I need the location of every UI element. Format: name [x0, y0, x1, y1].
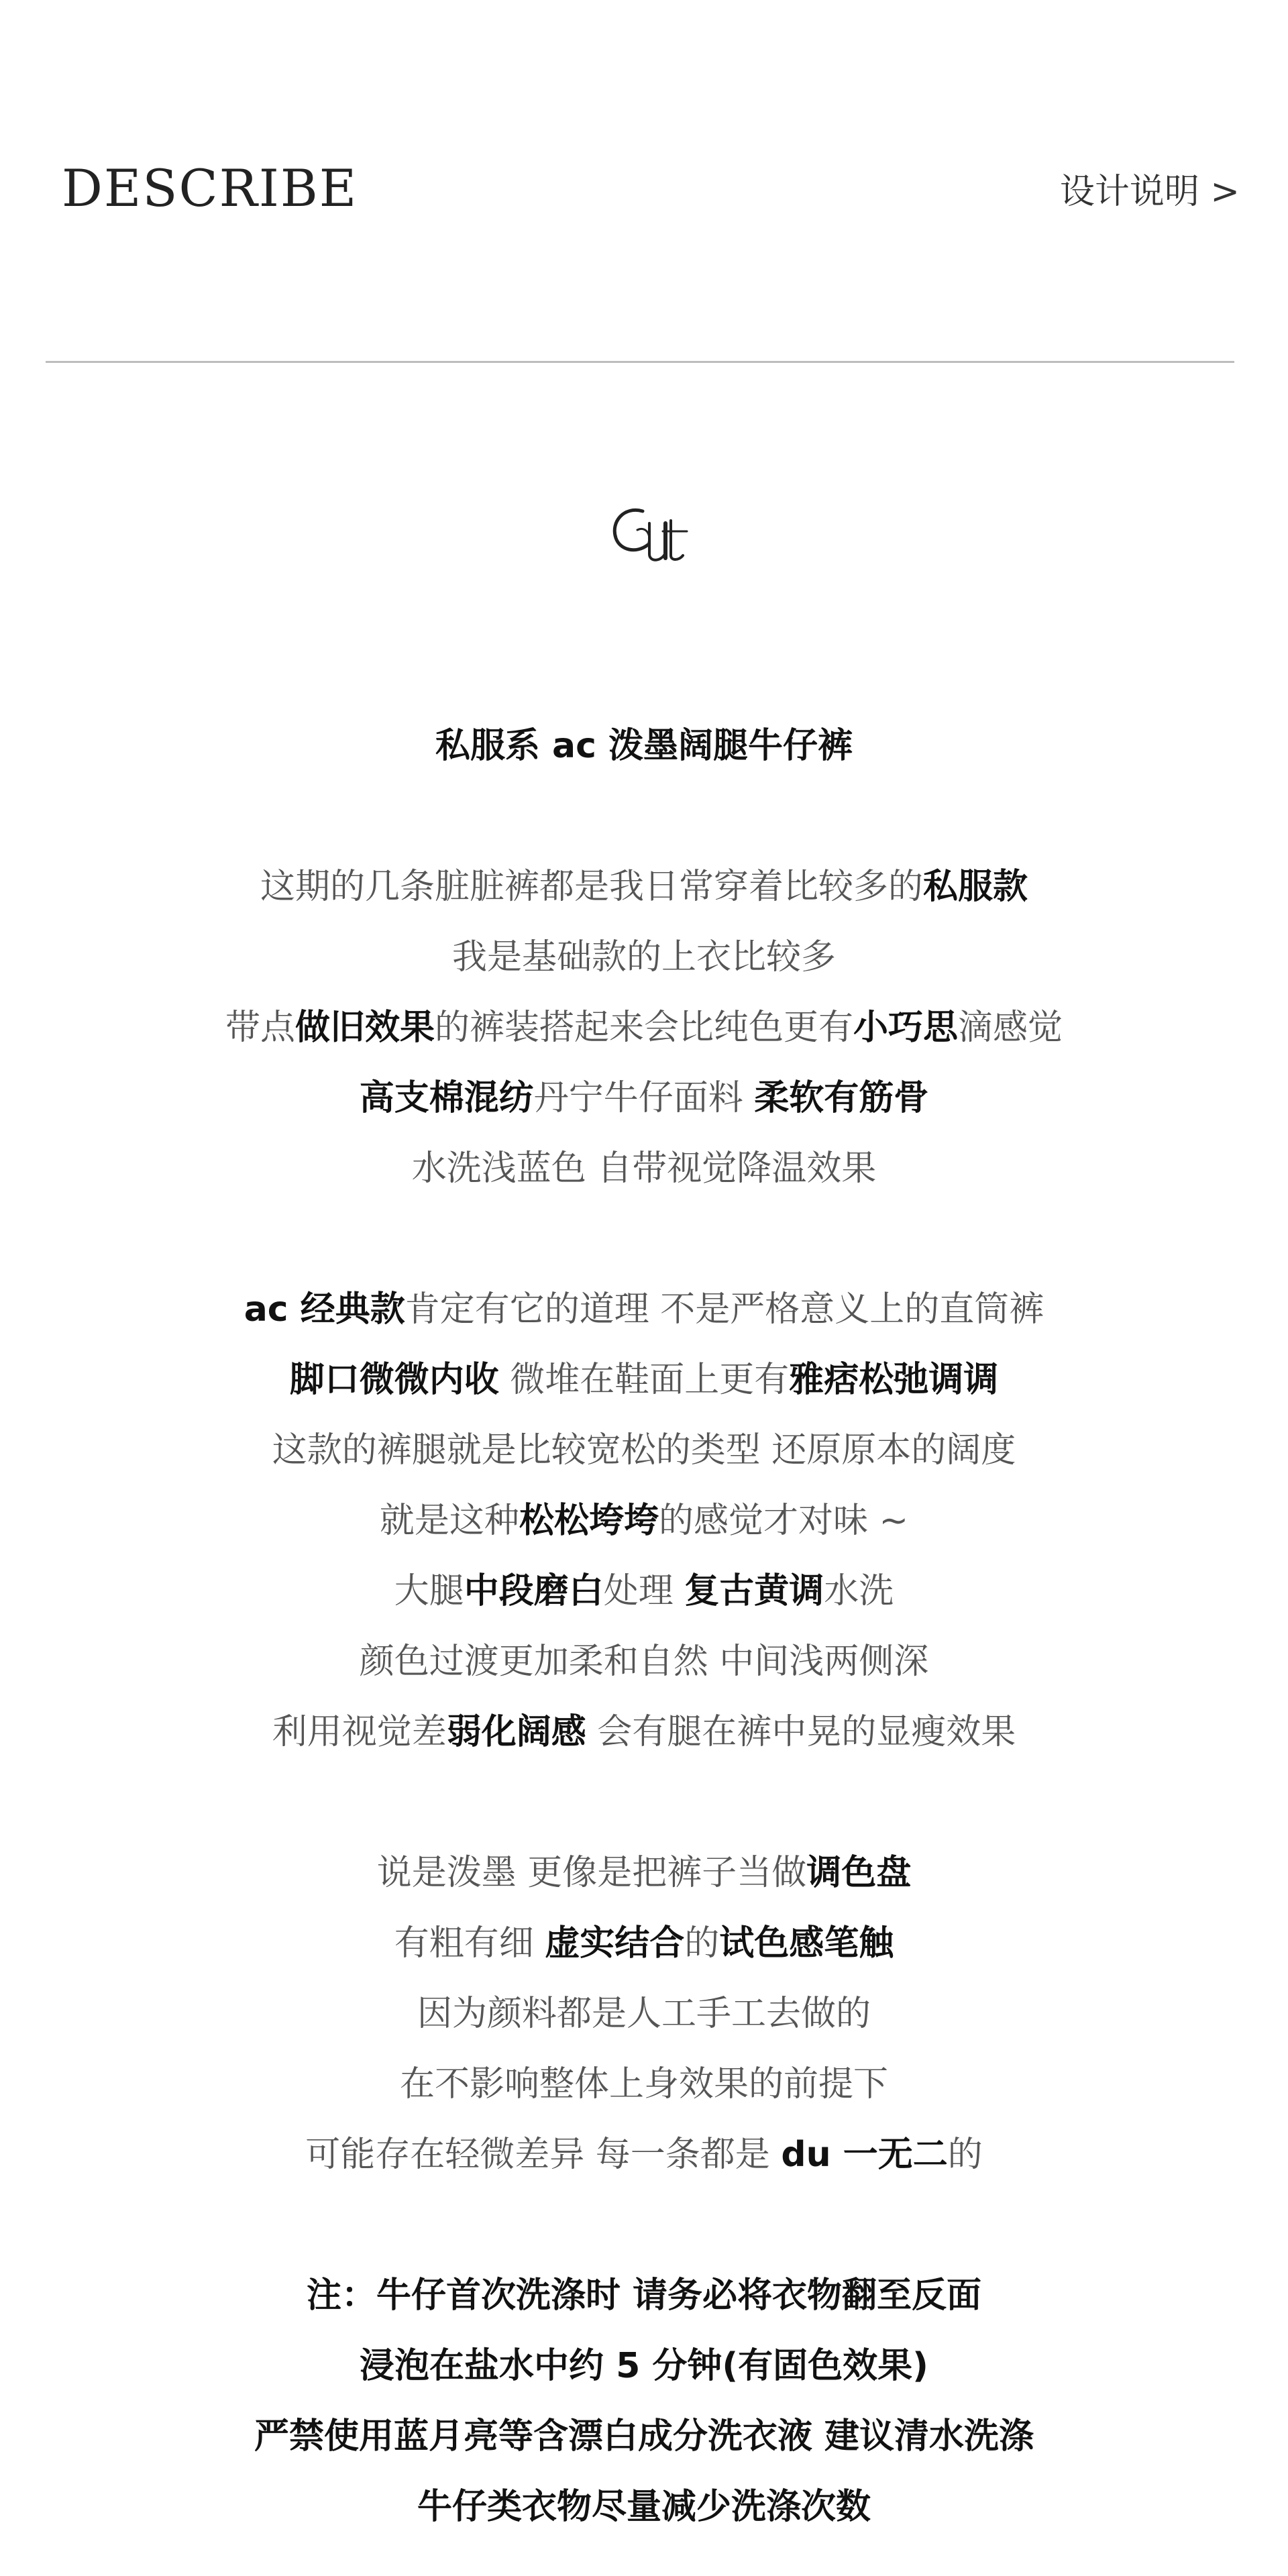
brand-logo-icon: [604, 496, 698, 570]
care-note-line: 严禁使用蓝月亮等含漂白成分洗衣液 建议清水洗涤: [254, 2416, 1034, 2457]
description-line: [0, 1627, 1288, 1697]
description-line: [0, 852, 1288, 922]
highlight-text: 中段磨白: [464, 1571, 604, 1611]
description-line: [0, 1556, 1288, 1627]
description-line: [0, 1697, 1288, 1768]
body-text: 肯定有它的道理 不是严格意义上的直筒裤: [405, 1289, 1044, 1330]
highlight-text: 弱化阔感: [446, 1712, 586, 1752]
spacer: [0, 1204, 1288, 1275]
body-text: 大腿: [394, 1571, 464, 1611]
description-line: [0, 1345, 1288, 1415]
highlight-text: 调色盘: [806, 1853, 912, 1893]
body-text: 有粗有细: [394, 1923, 545, 1964]
description-line: [0, 1063, 1288, 1134]
description-line: [0, 1838, 1288, 1909]
care-note-line: 牛仔类衣物尽量减少洗涤次数: [417, 2487, 871, 2527]
body-text: 的感觉才对味 ~: [658, 1501, 909, 1541]
body-text: 利用视觉差: [272, 1712, 447, 1752]
description-line: [0, 2120, 1288, 2190]
care-note-line: 注：牛仔首次洗涤时 请务必将衣物翻至反面: [306, 2275, 982, 2316]
body-text: 说是泼墨 更像是把裤子当做: [376, 1853, 807, 1893]
body-text: 就是这种: [379, 1501, 519, 1541]
body-text: 因为颜料都是人工手工去做的: [417, 1994, 871, 2034]
product-description: [0, 711, 1288, 2542]
description-line: [0, 993, 1288, 1063]
body-text: 这期的几条脏脏裤都是我日常穿着比较多的: [260, 867, 923, 907]
description-line: [0, 922, 1288, 993]
highlight-text: 复古黄调: [684, 1571, 824, 1611]
body-text: 水洗: [824, 1571, 894, 1611]
highlight-text: 柔软有筋骨: [754, 1078, 929, 1118]
body-text: 的裤装搭起来会比纯色更有: [434, 1008, 853, 1048]
highlight-text: 脚口微微内收: [289, 1360, 499, 1400]
body-text: 这款的裤腿就是比较宽松的类型 还原原本的阔度: [272, 1430, 1016, 1470]
page-header: [0, 0, 1288, 362]
body-text: 颜色过渡更加柔和自然 中间浅两侧深: [359, 1642, 929, 1682]
body-text: 的: [684, 1923, 720, 1964]
highlight-text: 虚实结合: [545, 1923, 685, 1964]
section-title: DESCRIBE: [62, 158, 358, 218]
body-text: 的: [947, 2135, 983, 2175]
highlight-text: 雅痞松弛调调: [789, 1360, 999, 1400]
divider: [46, 361, 1234, 363]
body-text: 处理: [603, 1571, 685, 1611]
description-line: [0, 1979, 1288, 2049]
highlight-text: du 一无二: [781, 2135, 948, 2175]
description-paragraphs: [0, 852, 1288, 2261]
care-note: [0, 2261, 1288, 2542]
description-line: [0, 1134, 1288, 1204]
body-text: 可能存在轻微差异 每一条都是: [305, 2135, 782, 2175]
highlight-text: 松松垮垮: [519, 1501, 659, 1541]
description-line: [0, 1486, 1288, 1556]
body-text: 微堆在鞋面上更有: [498, 1360, 790, 1400]
body-text: 会有腿在裤中晃的显瘦效果: [586, 1712, 1016, 1752]
body-text: 带点: [225, 1008, 295, 1048]
body-text: 在不影响整体上身效果的前提下: [399, 2064, 888, 2104]
care-note-line: 浸泡在盐水中约 5 分钟(有固色效果): [360, 2346, 928, 2386]
spacer: [0, 2190, 1288, 2261]
description-line: [0, 1909, 1288, 1979]
highlight-text: ac 经典款: [244, 1289, 405, 1330]
highlight-text: 私服款: [923, 867, 1028, 907]
body-text: 水洗浅蓝色 自带视觉降温效果: [411, 1148, 877, 1189]
highlight-text: 做旧效果: [294, 1008, 435, 1048]
body-text: 滴感觉: [958, 1008, 1063, 1048]
description-line: [0, 2049, 1288, 2120]
body-text: 丹宁牛仔面料: [533, 1078, 755, 1118]
highlight-text: 高支棉混纺: [359, 1078, 534, 1118]
highlight-text: 小巧思: [853, 1008, 959, 1048]
description-line: [0, 1415, 1288, 1486]
design-notes-link[interactable]: 设计说明 >: [1059, 172, 1240, 212]
product-title: 私服系 ac 泼墨阔腿牛仔裤: [435, 726, 853, 766]
spacer: [0, 782, 1288, 852]
highlight-text: 试色感笔触: [719, 1923, 894, 1964]
spacer: [0, 1768, 1288, 1838]
body-text: 我是基础款的上衣比较多: [451, 937, 836, 977]
description-line: [0, 1275, 1288, 1345]
